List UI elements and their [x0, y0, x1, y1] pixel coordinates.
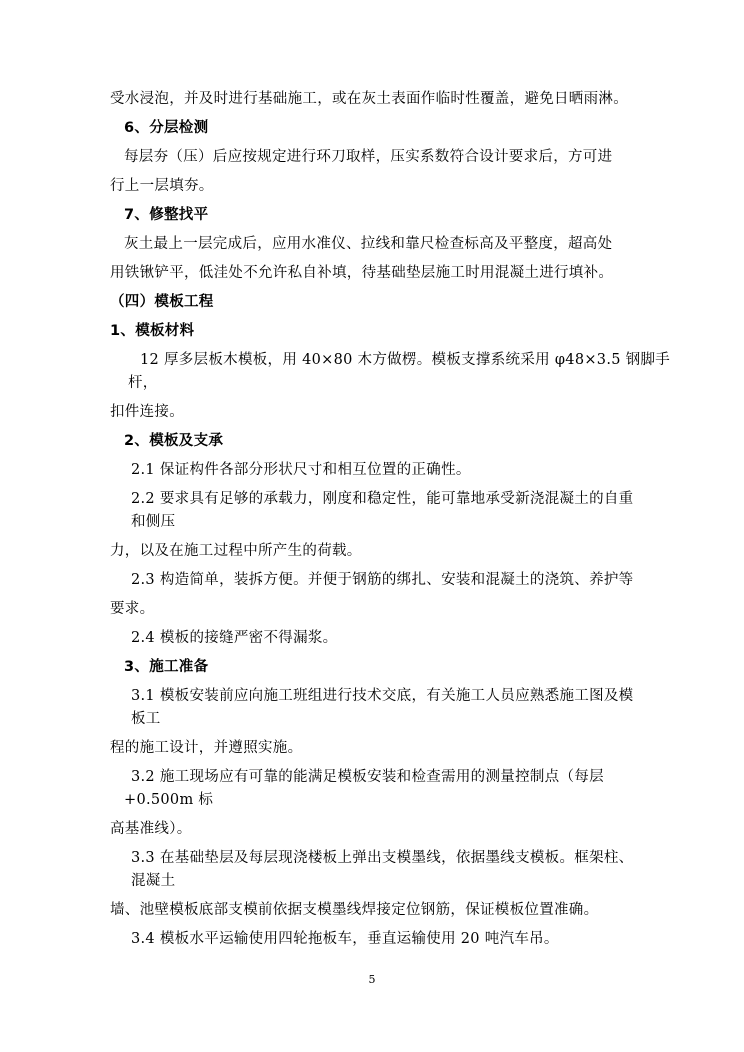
body-line: 2.1 保证构件各部分形状尺寸和相互位置的正确性。 — [131, 462, 471, 478]
body-line: 和侧压 — [131, 514, 176, 530]
body-line: 3.4 模板水平运输使用四轮拖板车，垂直运输使用 20 吨汽车吊。 — [131, 931, 559, 947]
body-line: 程的施工设计，并遵照实施。 — [110, 740, 303, 756]
body-line: +0.500m 标 — [124, 792, 214, 808]
page-number: 5 — [368, 973, 376, 986]
body-line: 力，以及在施工过程中所产生的荷载。 — [110, 543, 362, 559]
body-line: 杆， — [128, 375, 158, 391]
section-heading: 7、修整找平 — [124, 207, 209, 223]
section-heading: 1、模板材料 — [110, 323, 195, 339]
section-heading: 2、模板及支承 — [124, 433, 224, 449]
body-line: 12 厚多层板木模板，用 40×80 木方做楞。模板支撑系统采用 φ48×3.5 钢脚手 — [140, 352, 671, 368]
section-heading: 3、施工准备 — [124, 659, 209, 675]
body-line: 每层夯（压）后应按规定进行环刀取样，压实系数符合设计要求后，方可进 — [124, 149, 613, 165]
body-line: 扣件连接。 — [110, 404, 184, 420]
body-line: 行上一层填夯。 — [110, 178, 214, 194]
body-line: 混凝土 — [131, 873, 176, 889]
body-line: 高基准线）。 — [110, 821, 192, 837]
chapter-heading: （四）模板工程 — [110, 294, 214, 310]
body-line: 灰土最上一层完成后，应用水准仪、拉线和靠尺检查标高及平整度，超高处 — [124, 236, 613, 252]
body-line: 3.1 模板安装前应向施工班组进行技术交底，有关施工人员应熟悉施工图及模 — [131, 688, 634, 704]
body-line: 要求。 — [110, 601, 155, 617]
body-line: 3.3 在基础垫层及每层现浇楼板上弹出支模墨线，依据墨线支模板。框架柱、 — [131, 850, 634, 866]
section-heading: 6、分层检测 — [124, 120, 209, 136]
body-line: 受水浸泡，并及时进行基础施工，或在灰土表面作临时性覆盖，避免日晒雨淋。 — [110, 91, 628, 107]
body-line: 2.3 构造简单，装拆方便。并便于钢筋的绑扎、安装和混凝土的浇筑、养护等 — [131, 572, 634, 588]
body-line: 2.2 要求具有足够的承载力，刚度和稳定性，能可靠地承受新浇混凝土的自重 — [131, 491, 634, 507]
body-line: 2.4 模板的接缝严密不得漏浆。 — [131, 630, 338, 646]
body-line: 3.2 施工现场应有可靠的能满足模板安装和检查需用的测量控制点（每层 — [131, 769, 604, 785]
body-line: 板工 — [131, 711, 161, 727]
body-line: 墙、池壁模板底部支模前依据支模墨线焊接定位钢筋，保证模板位置准确。 — [110, 902, 599, 918]
body-line: 用铁锹铲平，低洼处不允许私自补填，待基础垫层施工时用混凝土进行填补。 — [110, 265, 614, 281]
